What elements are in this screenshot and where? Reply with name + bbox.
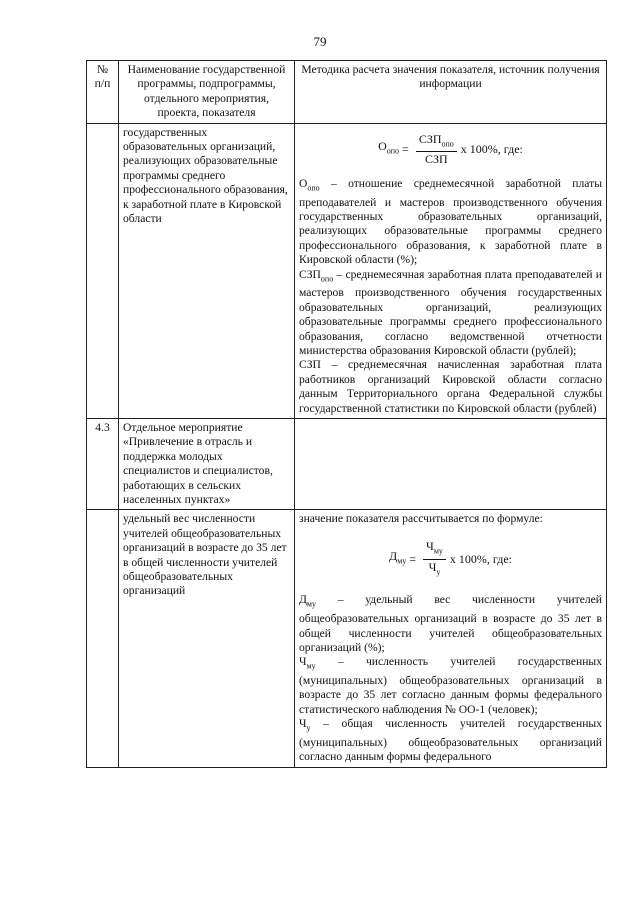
formula-fraction: $\frac{СЗП_{опо}}{\text{СЗП}}$ (416, 132, 457, 167)
indicator-name: удельный вес численности учителей общеобразовательных организаций в возрасте до 35 лет в общей численности учителей общеобразовательных организаций (119, 510, 295, 767)
table-header-row (87, 61, 607, 124)
formula-eq: = (409, 551, 417, 566)
definition: $Д_{му}$ – удельный вес численности учителей общеобразовательных организаций в возрасте до 35 лет в общей численности учителей общеобразовательных организаций (%); (299, 593, 602, 654)
method-cell (295, 510, 607, 767)
table-row (87, 123, 607, 418)
header-name: Наименование государственной программы, подпрограммы, отдельного мероприятия, проекта, показателя (119, 61, 295, 124)
method-cell (295, 123, 607, 418)
definition: $Ч_{му}$ – численность учителей государственных (муниципальных) общеобразовательных организаций в возрасте до 35 лет согласно данным формы федерального статистического наблюдения № ОО-1 (человек); (299, 655, 602, 716)
definition: $О_{опо}$ – отношение среднемесячной заработной платы преподавателей и мастеров производственного обучения государственных образовательных организаций, реализующих образовательные программы среднего профессионального образования, к заработной плате в Кировской области (%); (299, 176, 602, 267)
method-intro: значение показателя рассчитывается по формуле: (299, 512, 543, 526)
method-cell (295, 418, 607, 509)
formula-fraction: $\frac{Ч_{му}}{Ч_у}$ (423, 539, 446, 580)
definition: $Ч_у$ – общая численность учителей государственных (муниципальных) общеобразовательных организаций согласно данным формы федерального (299, 717, 602, 764)
row-number: 4.3 (87, 418, 119, 509)
table-row (87, 510, 607, 767)
indicator-name: государственных образовательных организаций, реализующих образовательные программы среднего профессионального образования, к заработной плате в Кировской области (119, 123, 295, 418)
formula-tail: х 100%, где: (449, 551, 512, 566)
header-number: № п/п (87, 61, 119, 124)
formula-lhs: $Д_{му}$ (389, 549, 407, 566)
indicator-name: Отдельное мероприятие «Привлечение в отрасль и поддержка молодых специалистов и специалистов, работающих в сельских населенных пунктах» (119, 418, 295, 509)
formula (299, 539, 602, 580)
indicator-table (86, 60, 607, 768)
formula-eq: = (402, 142, 409, 157)
definition: СЗП – среднемесячная начисленная заработная плата работников организаций Кировской области согласно данным Территориального органа Федеральной службы государственной статистики по Кировской области (рублей) (299, 358, 602, 415)
formula-tail: х 100%, где: (460, 142, 523, 157)
definition: $СЗП_{опо}$ – среднемесячная заработная плата преподавателей и мастеров производственного обучения государственных образовательных организаций, реализующих образовательные программы среднего профессионального образования, согласно ведомственной отчетности министерства образования Кировской области (рублей); (299, 267, 602, 357)
header-method: Методика расчета значения показателя, источник получения информации (295, 61, 607, 124)
row-number (87, 510, 119, 767)
formula (299, 132, 602, 167)
page-number: 79 (313, 34, 327, 49)
table-row (87, 418, 607, 509)
row-number (87, 123, 119, 418)
formula-lhs: $О_{опо}$ (378, 139, 400, 156)
